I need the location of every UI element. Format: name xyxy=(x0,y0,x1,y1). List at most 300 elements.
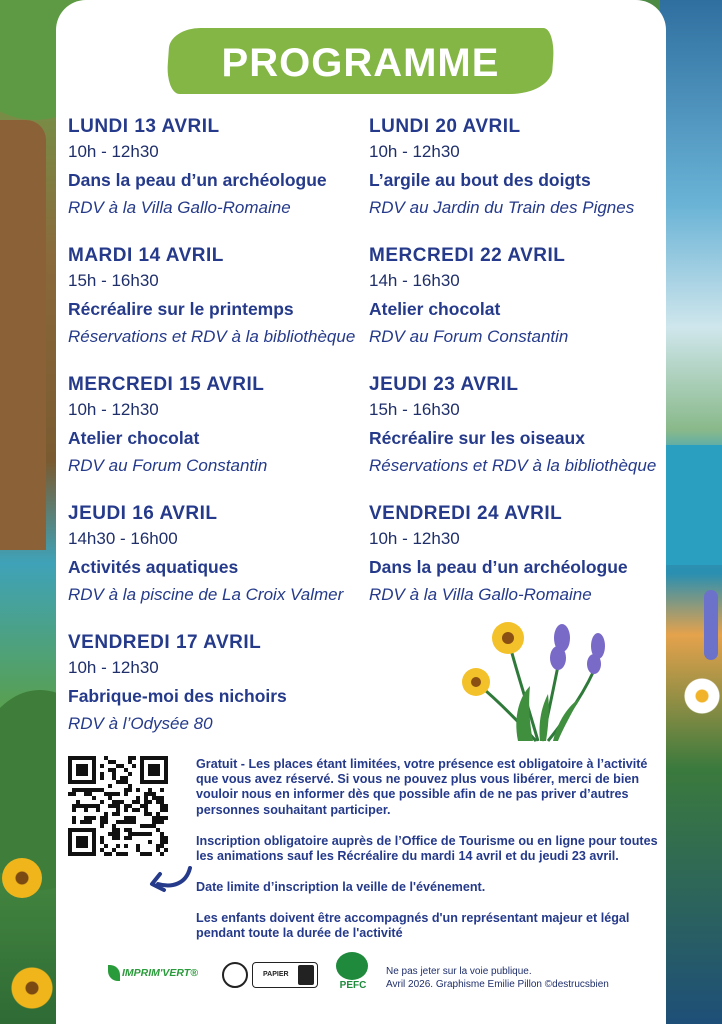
qr-module xyxy=(148,772,152,776)
qr-module xyxy=(116,828,120,832)
qr-module xyxy=(68,772,72,776)
qr-module xyxy=(140,832,144,836)
qr-module xyxy=(76,780,80,784)
qr-module xyxy=(156,828,160,832)
qr-module xyxy=(128,820,132,824)
qr-module xyxy=(72,820,76,824)
qr-module xyxy=(84,828,88,832)
qr-module xyxy=(116,832,120,836)
event-place: RDV à la Villa Gallo-Romaine xyxy=(68,198,291,217)
qr-module xyxy=(124,792,128,796)
qr-module xyxy=(100,764,104,768)
leaf-icon xyxy=(108,965,120,981)
qr-module xyxy=(84,772,88,776)
sea xyxy=(660,445,722,565)
qr-module xyxy=(80,772,84,776)
qr-module xyxy=(100,816,104,820)
event-title: Activités aquatiques xyxy=(68,557,239,577)
qr-module xyxy=(160,780,164,784)
qr-module xyxy=(104,792,108,796)
qr-module xyxy=(76,772,80,776)
qr-module xyxy=(160,840,164,844)
qr-module xyxy=(112,824,116,828)
qr-module xyxy=(128,804,132,808)
qr-module xyxy=(112,832,116,836)
qr-module xyxy=(152,796,156,800)
qr-module xyxy=(164,808,168,812)
event-place: RDV au Jardin du Train des Pignes xyxy=(369,198,635,217)
qr-module xyxy=(92,772,96,776)
qr-module xyxy=(108,792,112,796)
qr-module xyxy=(84,788,88,792)
qr-module xyxy=(92,764,96,768)
event-vendredi-24 xyxy=(369,503,628,605)
qr-module xyxy=(148,788,152,792)
qr-module xyxy=(136,844,140,848)
qr-module xyxy=(96,808,100,812)
qr-module xyxy=(100,848,104,852)
qr-module xyxy=(72,808,76,812)
papier-label: PAPIER xyxy=(263,971,289,978)
qr-module xyxy=(156,756,160,760)
qr-module xyxy=(148,780,152,784)
qr-module xyxy=(128,788,132,792)
qr-module xyxy=(84,764,88,768)
event-time: 10h - 12h30 xyxy=(68,658,159,677)
qr-module xyxy=(84,840,88,844)
qr-module xyxy=(136,832,140,836)
qr-module xyxy=(112,804,116,808)
qr-module xyxy=(156,800,160,804)
qr-module xyxy=(92,768,96,772)
qr-module xyxy=(140,776,144,780)
footer-line-2: Avril 2026. Graphisme Emilie Pillon ©destrucsbien xyxy=(386,978,609,990)
event-jeudi-16 xyxy=(68,503,343,605)
qr-module xyxy=(124,804,128,808)
qr-module xyxy=(92,848,96,852)
imprim-vert-label: IMPRIM'VERT® xyxy=(122,967,198,979)
qr-module xyxy=(92,828,96,832)
qr-module xyxy=(140,764,144,768)
qr-module xyxy=(68,836,72,840)
qr-module xyxy=(152,820,156,824)
qr-module xyxy=(148,756,152,760)
qr-module xyxy=(108,784,112,788)
qr-module xyxy=(84,768,88,772)
qr-module xyxy=(128,760,132,764)
event-time: 15h - 16h30 xyxy=(68,271,159,290)
qr-module xyxy=(108,768,112,772)
qr-module xyxy=(112,828,116,832)
qr-module xyxy=(160,852,164,856)
qr-module xyxy=(160,756,164,760)
qr-module xyxy=(72,816,76,820)
event-place: RDV à l’Odysée 80 xyxy=(68,714,213,733)
qr-module xyxy=(144,812,148,816)
qr-module xyxy=(100,788,104,792)
event-title: Atelier chocolat xyxy=(369,299,501,319)
qr-module xyxy=(152,780,156,784)
qr-module xyxy=(164,804,168,808)
event-date: MARDI 14 AVRIL xyxy=(68,245,224,266)
qr-module xyxy=(164,836,168,840)
event-date: VENDREDI 24 AVRIL xyxy=(369,503,563,524)
sunflower-icon xyxy=(2,858,42,898)
qr-module xyxy=(148,800,152,804)
qr-module xyxy=(84,820,88,824)
event-mardi-14 xyxy=(68,245,355,347)
event-date: JEUDI 16 AVRIL xyxy=(68,503,218,524)
qr-module xyxy=(164,780,168,784)
qr-module xyxy=(144,756,148,760)
qr-module xyxy=(92,816,96,820)
qr-module xyxy=(124,788,128,792)
qr-module xyxy=(112,760,116,764)
qr-module xyxy=(156,812,160,816)
qr-module xyxy=(96,788,100,792)
qr-module xyxy=(88,816,92,820)
qr-module xyxy=(120,852,124,856)
qr-module xyxy=(100,772,104,776)
qr-module xyxy=(124,844,128,848)
qr-module xyxy=(104,820,108,824)
qr-module xyxy=(120,764,124,768)
qr-module xyxy=(92,760,96,764)
qr-module xyxy=(132,808,136,812)
qr-module xyxy=(120,776,124,780)
qr-module xyxy=(84,804,88,808)
qr-module xyxy=(88,792,92,796)
qr-module xyxy=(100,836,104,840)
qr-module xyxy=(84,852,88,856)
qr-module xyxy=(112,776,116,780)
qr-module xyxy=(144,796,148,800)
qr-module xyxy=(152,824,156,828)
qr-module xyxy=(112,772,116,776)
qr-module xyxy=(156,772,160,776)
qr-module xyxy=(144,852,148,856)
qr-module xyxy=(108,796,112,800)
daisy-icon xyxy=(684,678,720,714)
qr-module xyxy=(108,852,112,856)
qr-module xyxy=(124,780,128,784)
event-vendredi-17 xyxy=(68,632,287,734)
qr-module xyxy=(128,828,132,832)
qr-module xyxy=(140,760,144,764)
qr-module xyxy=(88,852,92,856)
qr-module xyxy=(140,804,144,808)
qr-module xyxy=(160,836,164,840)
qr-module xyxy=(124,836,128,840)
pefc-label: PEFC xyxy=(339,980,367,991)
qr-module xyxy=(88,780,92,784)
info-children: Les enfants doivent être accompagnés d'un représentant majeur et légal pendant toute la durée de l'activité xyxy=(196,911,630,941)
qr-module xyxy=(156,768,160,772)
qr-module xyxy=(148,840,152,844)
qr-module xyxy=(80,804,84,808)
event-mercredi-22 xyxy=(369,245,568,347)
right-seaside-illustration xyxy=(660,0,722,1024)
qr-module xyxy=(68,832,72,836)
sunflower-icon xyxy=(4,960,60,1016)
qr-module xyxy=(116,804,120,808)
qr-module xyxy=(132,816,136,820)
qr-module xyxy=(156,796,160,800)
qr-module xyxy=(76,836,80,840)
qr-module xyxy=(132,756,136,760)
qr-module xyxy=(132,800,136,804)
tree-trunk xyxy=(0,120,46,550)
event-time: 15h - 16h30 xyxy=(369,400,460,419)
qr-module xyxy=(88,788,92,792)
event-time: 10h - 12h30 xyxy=(369,529,460,548)
qr-module xyxy=(68,792,72,796)
qr-module xyxy=(124,776,128,780)
qr-module xyxy=(88,820,92,824)
qr-module xyxy=(152,816,156,820)
qr-module xyxy=(112,792,116,796)
qr-module xyxy=(72,792,76,796)
qr-module xyxy=(92,788,96,792)
qr-module xyxy=(116,792,120,796)
qr-module xyxy=(164,776,168,780)
qr-module xyxy=(144,824,148,828)
qr-module xyxy=(132,820,136,824)
qr-module xyxy=(76,788,80,792)
qr-module xyxy=(112,768,116,772)
event-title: Fabrique-moi des nichoirs xyxy=(68,686,287,706)
qr-module xyxy=(152,792,156,796)
qr-module xyxy=(80,780,84,784)
event-mercredi-15 xyxy=(68,374,267,476)
qr-module xyxy=(72,788,76,792)
event-jeudi-23 xyxy=(369,374,656,476)
qr-module xyxy=(84,792,88,796)
qr-module xyxy=(128,816,132,820)
qr-module xyxy=(80,788,84,792)
qr-module xyxy=(72,804,76,808)
qr-module xyxy=(88,828,92,832)
qr-module xyxy=(92,780,96,784)
qr-module xyxy=(156,844,160,848)
qr-module xyxy=(124,768,128,772)
qr-module xyxy=(164,848,168,852)
qr-module xyxy=(68,780,72,784)
qr-module xyxy=(108,832,112,836)
qr-module xyxy=(92,756,96,760)
info-deadline: Date limite d’inscription la veille de l'événement. xyxy=(196,880,486,894)
lavender-icon xyxy=(704,590,718,660)
qr-module xyxy=(116,800,120,804)
qr-module xyxy=(132,832,136,836)
qr-module xyxy=(76,844,80,848)
qr-module xyxy=(136,848,140,852)
qr-module xyxy=(80,768,84,772)
qr-module xyxy=(148,768,152,772)
qr-module xyxy=(144,804,148,808)
spring-flowers-illustration xyxy=(458,616,618,746)
event-lundi-20 xyxy=(369,116,634,218)
qr-module xyxy=(152,764,156,768)
event-lundi-13 xyxy=(68,116,327,218)
qr-code[interactable] xyxy=(68,756,168,856)
qr-module xyxy=(160,800,164,804)
qr-module xyxy=(136,800,140,804)
event-date: JEUDI 23 AVRIL xyxy=(369,374,519,395)
qr-module xyxy=(152,756,156,760)
qr-module xyxy=(84,780,88,784)
qr-module xyxy=(160,796,164,800)
qr-module xyxy=(80,764,84,768)
event-date: LUNDI 20 AVRIL xyxy=(369,116,521,137)
qr-module xyxy=(128,784,132,788)
qr-module xyxy=(72,852,76,856)
event-date: MERCREDI 15 AVRIL xyxy=(68,374,265,395)
qr-module xyxy=(76,768,80,772)
event-place: Réservations et RDV à la bibliothèque xyxy=(68,327,356,346)
qr-module xyxy=(112,812,116,816)
qr-module xyxy=(116,812,120,816)
qr-module xyxy=(92,840,96,844)
qr-module xyxy=(100,820,104,824)
qr-module xyxy=(152,768,156,772)
event-date: LUNDI 13 AVRIL xyxy=(68,116,220,137)
qr-module xyxy=(76,804,80,808)
qr-module xyxy=(144,792,148,796)
qr-module xyxy=(116,764,120,768)
event-place: RDV au Forum Constantin xyxy=(68,456,268,475)
qr-module xyxy=(68,844,72,848)
qr-module xyxy=(104,852,108,856)
qr-module xyxy=(116,852,120,856)
qr-module xyxy=(164,760,168,764)
qr-module xyxy=(68,764,72,768)
info-registration: Inscription obligatoire auprès de l’Office de Tourisme ou en ligne pour toutes les animations sauf les Récréalire du mardi 14 avril et du jeudi 23 avril. xyxy=(196,834,658,864)
footer-line-1: Ne pas jeter sur la voie publique. xyxy=(386,966,532,977)
qr-module xyxy=(160,844,164,848)
qr-module xyxy=(80,756,84,760)
qr-module xyxy=(136,808,140,812)
qr-module xyxy=(68,760,72,764)
qr-module xyxy=(76,800,80,804)
qr-module xyxy=(136,788,140,792)
qr-module xyxy=(72,780,76,784)
qr-module xyxy=(80,836,84,840)
qr-module xyxy=(68,776,72,780)
qr-module xyxy=(92,852,96,856)
event-time: 10h - 12h30 xyxy=(68,400,159,419)
qr-module xyxy=(80,840,84,844)
qr-module xyxy=(92,832,96,836)
qr-module xyxy=(120,800,124,804)
qr-module xyxy=(76,852,80,856)
qr-module xyxy=(128,832,132,836)
qr-module xyxy=(68,848,72,852)
qr-module xyxy=(124,808,128,812)
qr-module xyxy=(84,756,88,760)
qr-module xyxy=(80,852,84,856)
qr-module xyxy=(84,836,88,840)
curved-arrow-icon xyxy=(146,862,194,896)
qr-module xyxy=(120,820,124,824)
qr-module xyxy=(68,756,72,760)
qr-module xyxy=(68,840,72,844)
qr-module xyxy=(80,844,84,848)
event-time: 10h - 12h30 xyxy=(369,142,460,161)
qr-module xyxy=(152,772,156,776)
qr-module xyxy=(140,852,144,856)
qr-module xyxy=(96,804,100,808)
qr-module xyxy=(128,756,132,760)
qr-module xyxy=(108,804,112,808)
event-date: VENDREDI 17 AVRIL xyxy=(68,632,262,653)
qr-module xyxy=(156,764,160,768)
event-time: 10h - 12h30 xyxy=(68,142,159,161)
qr-module xyxy=(148,824,152,828)
qr-module xyxy=(108,760,112,764)
qr-module xyxy=(116,844,120,848)
qr-module xyxy=(164,756,168,760)
qr-module xyxy=(92,836,96,840)
qr-module xyxy=(72,756,76,760)
info-free-places: Gratuit - Les places étant limitées, votre présence est obligatoire à l’activité que vous avez réservé. Si vous ne pouvez plus vous libérer, merci de bien vouloir nous en informer dès que possible afin de ne pas priver d’autres personnes souhaitant participer. xyxy=(196,757,648,817)
qr-module xyxy=(100,840,104,844)
event-title: Dans la peau d’un archéologue xyxy=(68,170,327,190)
qr-module xyxy=(92,776,96,780)
event-title: Récréalire sur les oiseaux xyxy=(369,428,585,448)
event-time: 14h30 - 16h00 xyxy=(68,529,178,548)
event-title: Récréalire sur le printemps xyxy=(68,299,294,319)
recycling-info-logo xyxy=(252,962,318,988)
qr-module xyxy=(116,808,120,812)
qr-module xyxy=(160,820,164,824)
qr-module xyxy=(112,836,116,840)
qr-module xyxy=(100,776,104,780)
qr-module xyxy=(88,756,92,760)
qr-module xyxy=(124,828,128,832)
qr-module xyxy=(140,756,144,760)
qr-module xyxy=(144,832,148,836)
qr-module xyxy=(112,800,116,804)
event-place: Réservations et RDV à la bibliothèque xyxy=(369,456,657,475)
qr-module xyxy=(84,844,88,848)
qr-module xyxy=(112,848,116,852)
bin-icon xyxy=(298,965,314,985)
qr-module xyxy=(76,764,80,768)
page-title: PROGRAMME xyxy=(221,41,500,85)
qr-module xyxy=(148,852,152,856)
event-title: Atelier chocolat xyxy=(68,428,200,448)
event-place: RDV à la Villa Gallo-Romaine xyxy=(369,585,592,604)
qr-module xyxy=(124,820,128,824)
qr-module xyxy=(116,820,120,824)
qr-module xyxy=(160,804,164,808)
qr-module xyxy=(124,816,128,820)
qr-module xyxy=(104,816,108,820)
qr-module xyxy=(76,756,80,760)
qr-module xyxy=(68,828,72,832)
triman-icon xyxy=(222,962,248,988)
qr-module xyxy=(76,828,80,832)
event-time: 14h - 16h30 xyxy=(369,271,460,290)
qr-module xyxy=(92,844,96,848)
qr-module xyxy=(160,808,164,812)
qr-module xyxy=(144,780,148,784)
qr-module xyxy=(136,796,140,800)
qr-module xyxy=(104,844,108,848)
qr-module xyxy=(144,808,148,812)
qr-module xyxy=(100,824,104,828)
